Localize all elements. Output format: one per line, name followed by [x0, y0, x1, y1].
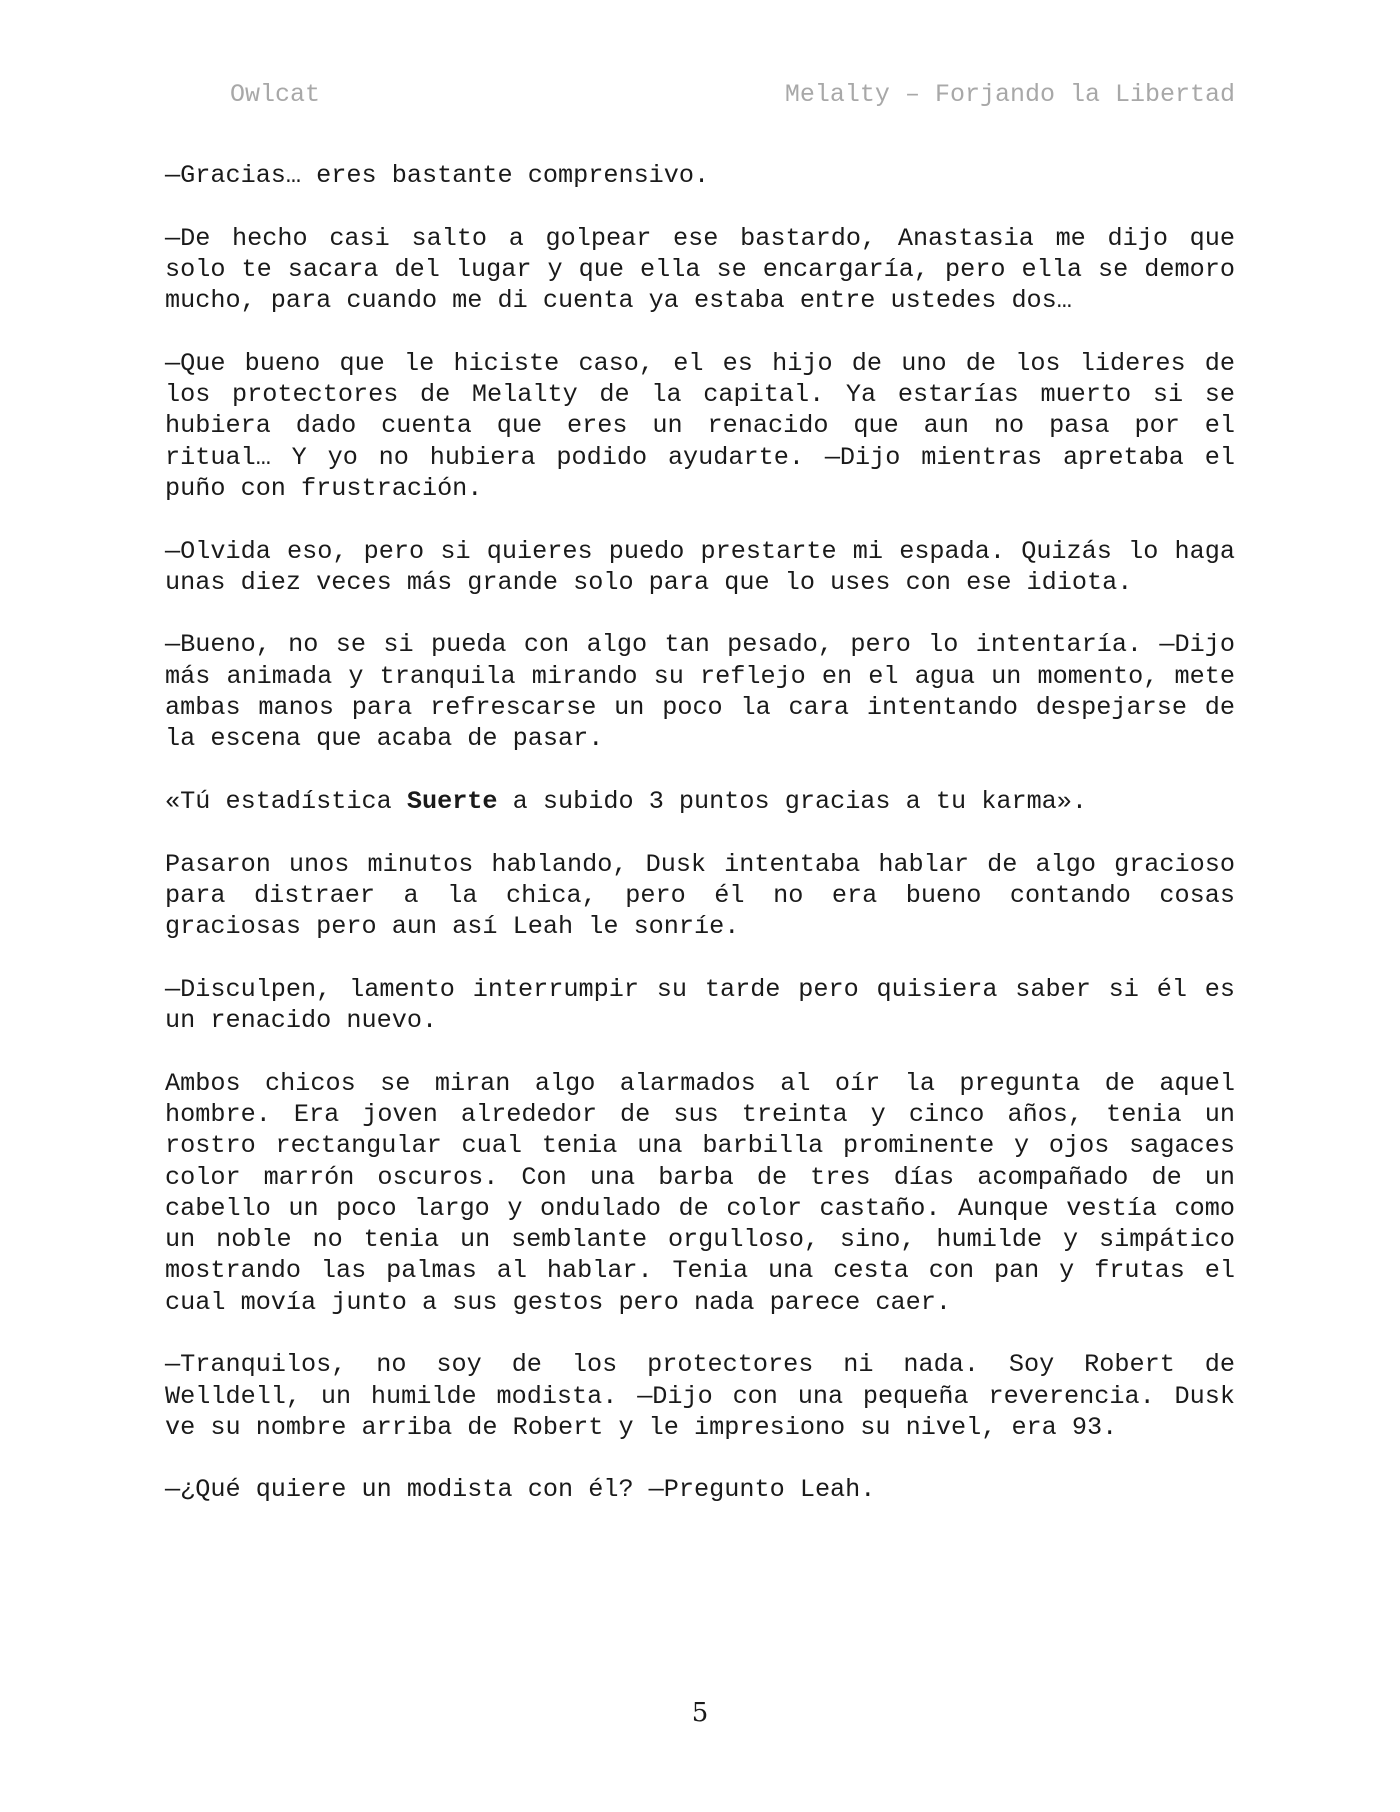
paragraph: —Olvida eso, pero si quieres puedo prestarte mi espada. Quizás lo haga unas diez veces más grande solo para que lo uses con ese idiota. — [165, 536, 1235, 597]
paragraph: Pasaron unos minutos hablando, Dusk intentaba hablar de algo gracioso para distraer a la chica, pero él no era bueno contando cosas graciosas pero aun así Leah le sonríe. — [165, 849, 1235, 942]
stat-name: Suerte — [406, 786, 498, 816]
paragraph: —Tranquilos, no soy de los protectores ni nada. Soy Robert de Welldell, un humilde modista. —Dijo con una pequeña reverencia. Dusk ve su nombre arriba de Robert y le impresiono su nivel, era 93. — [165, 1350, 1235, 1442]
page-header — [0, 80, 1400, 120]
paragraph: —De hecho casi salto a golpear ese bastardo, Anastasia me dijo que solo te sacara del lugar y que ella se encargaría, pero ella se demoro mucho, para cuando me di cuenta ya estaba entre ustedes dos… — [165, 223, 1235, 316]
paragraph: —¿Qué quiere un modista con él? —Pregunto Leah. — [165, 1475, 876, 1505]
paragraph: —Bueno, no se si pueda con algo tan pesado, pero lo intentaría. —Dijo más animada y tranquila mirando su reflejo en el agua un momento, mete ambas manos para refrescarse un poco la cara intentando despejarse de la escena que acaba de pasar. — [165, 630, 1235, 754]
paragraph: —Disculpen, lamento interrumpir su tarde pero quisiera saber si él es un renacido nuevo. — [165, 974, 1235, 1036]
page-body — [165, 160, 1235, 1506]
header-author: Owlcat — [230, 80, 321, 109]
stat-message-suffix: a subido 3 puntos gracias a tu karma». — [497, 786, 1088, 816]
paragraph: —Gracias… eres bastante comprensivo. — [165, 161, 710, 190]
paragraph: —Que bueno que le hiciste caso, el es hijo de uno de los lideres de los protectores de Melalty de la capital. Ya estarías muerto si se hubiera dado cuenta que eres un renacido que aun no pasa por el ritual… Y yo no hubiera podido ayudarte. —Dijo mientras apretaba el puño con frustración. — [165, 348, 1235, 503]
page-number: 5 — [691, 1698, 709, 1728]
stat-message — [165, 786, 1235, 817]
paragraph: Ambos chicos se miran algo alarmados al oír la pregunta de aquel hombre. Era joven alrededor de sus treinta y cinco años, tenia un rostro rectangular cual tenia una barbilla prominente y ojos sagaces color marrón oscuros. Con una barba de tres días acompañado de un cabello un poco largo y ondulado de color castaño. Aunque vestía como un noble no tenia un semblante orgulloso, sino, humilde y simpático mostrando las palmas al hablar. Tenia una cesta con pan y frutas el cual movía junto a sus gestos pero nada parece caer. — [165, 1068, 1235, 1317]
stat-message-prefix: «Tú estadística — [165, 786, 407, 816]
header-title: Melalty – Forjando la Libertad — [784, 80, 1235, 109]
